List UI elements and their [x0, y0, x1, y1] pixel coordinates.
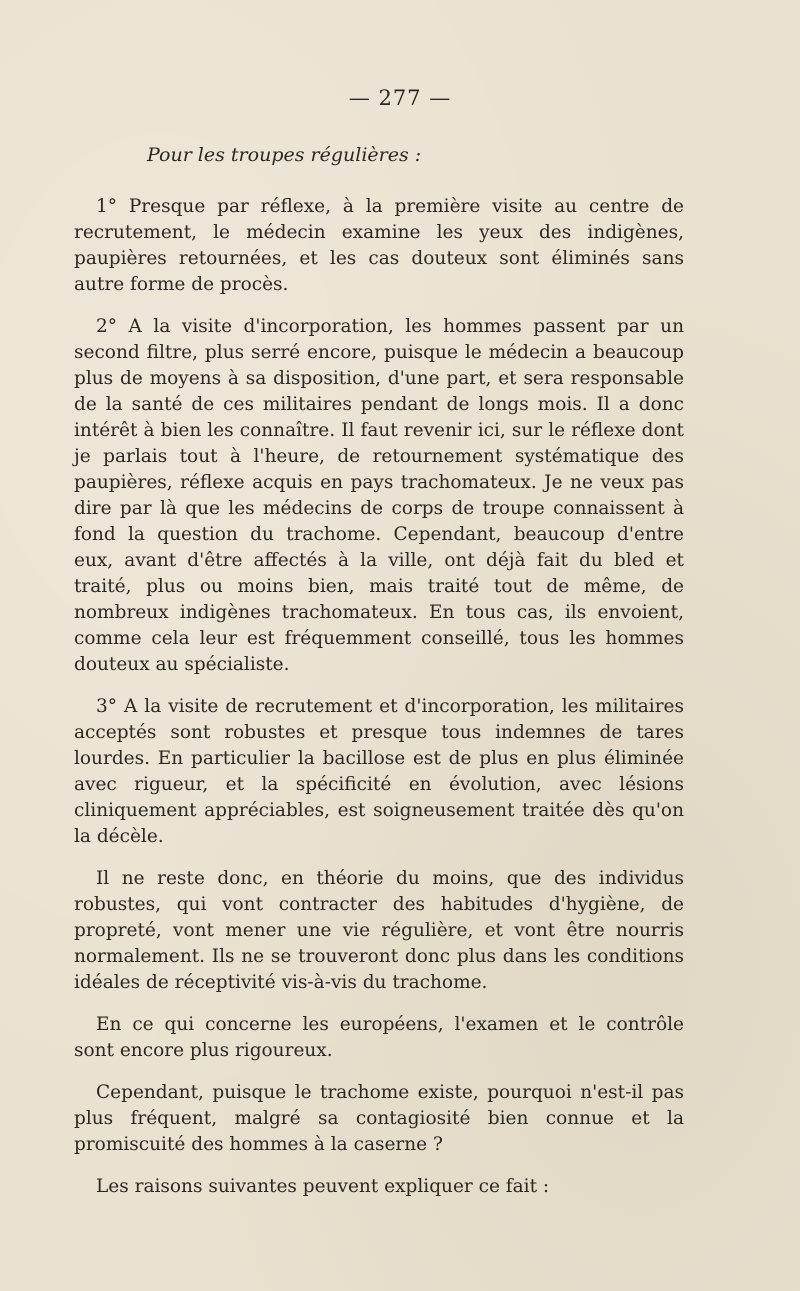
section-heading: Pour les troupes régulières : [147, 144, 422, 166]
paragraph-5: En ce qui concerne les européens, l'examen et le contrôle sont encore plus rigoureux. [74, 1014, 684, 1061]
paragraph-4: Il ne reste donc, en théorie du moins, que des individus robustes, qui vont contracter des habitudes d'hygiène, de propreté, vont mener une vie régulière, et vont être nourris normalement. Ils ne se trouveront donc plus dans les conditions idéales de réceptivité vis-à-vis du trachome. [74, 868, 684, 993]
paragraph-6: Cependant, puisque le trachome existe, pourquoi n'est-il pas plus fréquent, malgré sa contagiosité bien connue et la promiscuité des hommes à la caserne ? [74, 1082, 684, 1155]
page-number: — 277 — [348, 86, 452, 110]
paragraph-2: 2° A la visite d'incorporation, les hommes passent par un second filtre, plus serré encore, puisque le médecin a beaucoup plus de moyens à sa disposition, d'une part, et sera responsable de la santé de ces militaires pendant de longs mois. Il a donc intérêt à bien les connaître. Il faut revenir ici, sur le réflexe dont je parlais tout à l'heure, de retournement systématique des paupières, réflexe acquis en pays trachomateux. Je ne veux pas dire par là que les médecins de corps de troupe connaissent à fond la question du trachome. Cependant, beaucoup d'entre eux, avant d'être affectés à la ville, ont déjà fait du bled et traité, plus ou moins bien, mais traité tout de même, de nombreux indigènes trachomateux. En tous cas, ils envoient, comme cela leur est fréquemment conseillé, tous les hommes douteux au spécialiste. [74, 316, 684, 675]
paragraph-3: 3° A la visite de recrutement et d'incorporation, les militaires acceptés sont robustes et presque tous indemnes de tares lourdes. En particulier la bacillose est de plus en plus éliminée avec rigueur, et la spécificité en évolution, avec lésions cliniquement appréciables, est soigneusement traitée dès qu'on la décèle. [74, 696, 684, 847]
body-text [74, 194, 684, 1216]
paragraph-7: Les raisons suivantes peuvent expliquer ce fait : [96, 1176, 550, 1197]
paragraph-1: 1° Presque par réflexe, à la première visite au centre de recrutement, le médecin examine les yeux des indigènes, paupières retournées, et les cas douteux sont éliminés sans autre forme de procès. [74, 196, 684, 295]
